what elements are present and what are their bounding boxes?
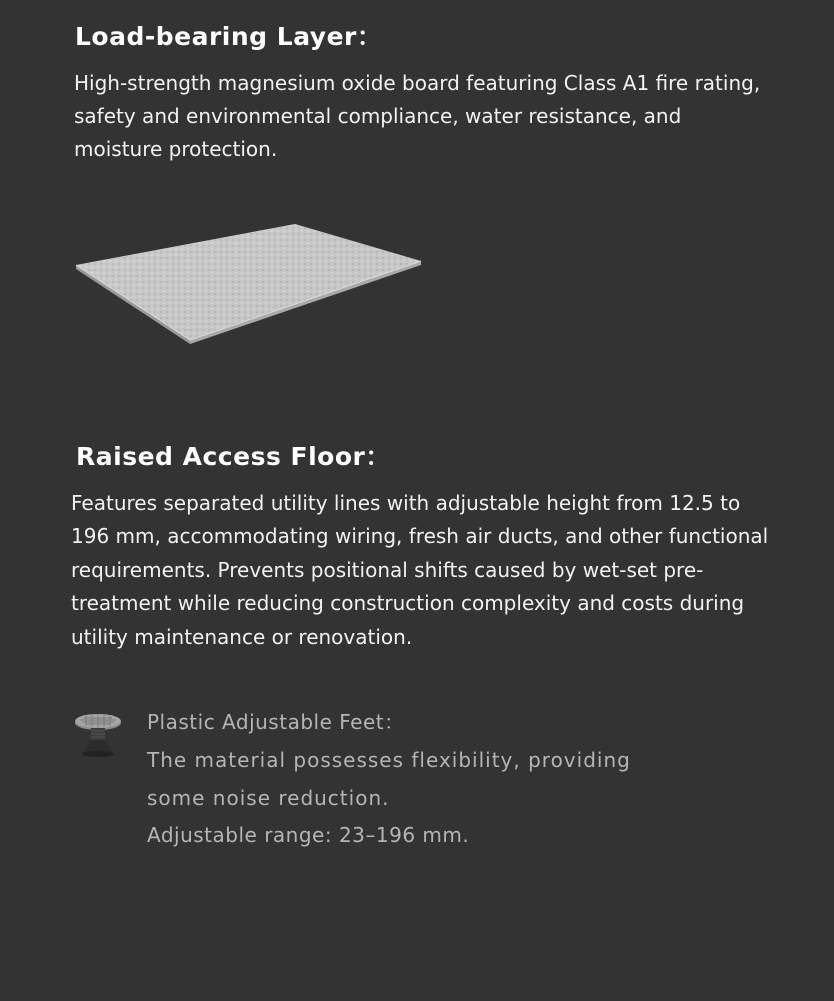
feet-description-line: some noise reduction. bbox=[147, 786, 390, 810]
adjustable-foot-icon bbox=[72, 710, 124, 758]
feet-adjustable-range: Adjustable range: 23–196 mm. bbox=[147, 823, 470, 847]
feet-description-line: The material possesses flexibility, providing bbox=[147, 748, 631, 772]
magnesium-board-image bbox=[70, 215, 430, 350]
raised-floor-heading: Raised Access Floor： bbox=[76, 442, 391, 471]
load-bearing-heading: Load-bearing Layer： bbox=[75, 22, 383, 51]
feet-title: Plastic Adjustable Feet： bbox=[147, 710, 405, 734]
raised-floor-description: Features separated utility lines with adjustable height from 12.5 to 196 mm, accommodating wiring, fresh air ducts, and other functional requirements. Prevents positional shifts caused by wet-set pre-treatment while reducing construction complexity and costs during utility maintenance or renovation. bbox=[71, 491, 769, 649]
load-bearing-description: High-strength magnesium oxide board featuring Class A1 fire rating, safety and environmental compliance, water resistance, and moisture protection. bbox=[74, 71, 761, 161]
